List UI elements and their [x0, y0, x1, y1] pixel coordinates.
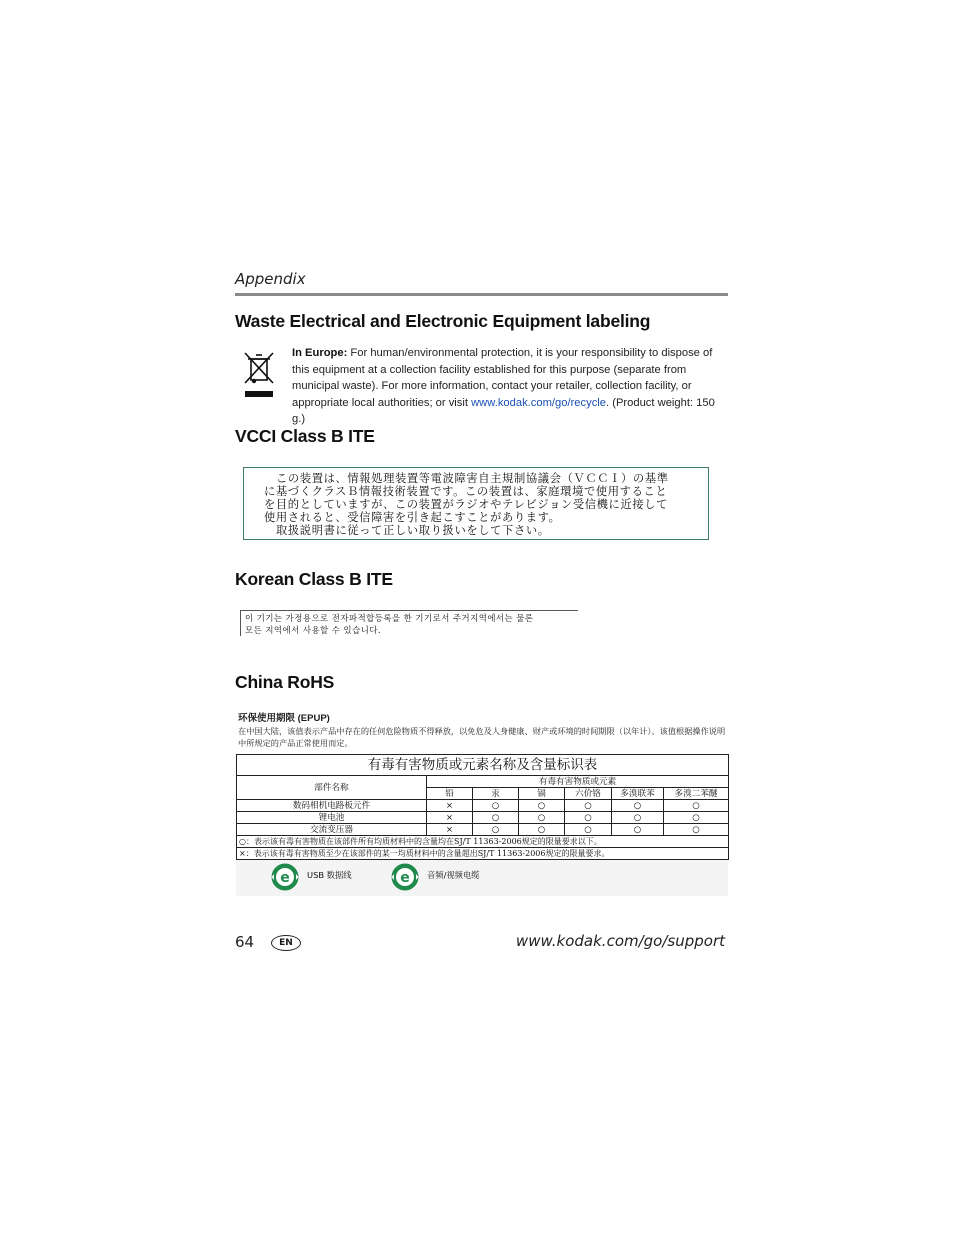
mark-cell: ○ — [565, 824, 612, 836]
mark-cell: ○ — [473, 824, 519, 836]
language-badge: EN — [271, 935, 301, 951]
environment-friendly-use-period-e-icon — [270, 862, 300, 892]
substance-header: 六价铬 — [565, 788, 612, 800]
weee-text-before-link: For human/environmental protection, it is your responsibility to dispose of this equipment at a collection facility established for this purpose (separate from municipal waste). For more information, contact your retailer, collection facility, or appropriate local authorities; or visit — [292, 347, 713, 409]
mark-cell: ○ — [519, 824, 565, 836]
weee-heading: Waste Electrical and Electronic Equipment labeling — [235, 311, 651, 331]
weee-lead: In Europe: — [292, 347, 348, 359]
mark-cell: ○ — [664, 800, 729, 812]
substance-header: 多溴联苯 — [612, 788, 664, 800]
mark-cell: ○ — [612, 812, 664, 824]
korean-line: 이 기기는 가정용으로 전자파적합등록을 한 기기로서 주거지역에서는 물론 — [245, 613, 534, 623]
part-name-cell: 锂电池 — [237, 812, 427, 824]
china-rohs-heading: China RoHS — [235, 672, 335, 692]
epup-title: 环保使用期限 (EPUP) — [238, 713, 330, 724]
korean-line: 모든 지역에서 사용할 수 있습니다. — [245, 625, 382, 635]
mark-cell: ○ — [565, 800, 612, 812]
vcci-line: 取扱説明書に従って正しい取り扱いをして下さい。 — [276, 524, 550, 537]
substance-header: 铅 — [427, 788, 473, 800]
running-head: Appendix — [235, 270, 306, 288]
table-note: ○：表示该有毒有害物质在该部件所有均质材料中的含量均在SJ/T 11363-2006规定的限量要求以下。 — [237, 836, 729, 848]
substance-group-header: 有毒有害物质或元素 — [427, 776, 729, 788]
mark-cell: ○ — [519, 812, 565, 824]
vcci-line: 使用されると、受信障害を引き起こすことがあります。 — [264, 511, 561, 524]
table-note: ×：表示该有毒有害物质至少在该部件的某一均质材料中的含量超出SJ/T 11363-2006规定的限量要求。 — [237, 848, 729, 860]
vcci-heading: VCCI Class B ITE — [235, 426, 375, 446]
mark-cell: ○ — [473, 800, 519, 812]
vcci-line: この装置は、情報処理装置等電波障害自主規制協議会（ＶＣＣＩ）の基準 — [276, 472, 669, 485]
vcci-line: に基づくクラスＢ情報技術装置です。この装置は、家庭環境で使用すること — [264, 485, 668, 498]
crossed-out-wheelie-bin-icon — [242, 350, 276, 398]
support-url[interactable]: www.kodak.com/go/support — [515, 932, 725, 950]
eco-label-text: 音频/视频电缆 — [427, 870, 480, 880]
svg-text:e: e — [280, 870, 290, 886]
korean-notice-box — [240, 610, 578, 636]
svg-text:e: e — [400, 870, 410, 886]
vcci-line: を目的としていますが、この装置がラジオやテレビジョン受信機に近接して — [264, 498, 669, 511]
mark-cell: ○ — [519, 800, 565, 812]
mark-cell: ○ — [664, 824, 729, 836]
epup-description: 在中国大陆，该值表示产品中存在的任何危险物质不得释放，以免危及人身健康、财产或环境的时间期限（以年计）。该值根据操作说明中所规定的产品正常使用而定。 — [238, 726, 726, 748]
header-rule — [235, 293, 728, 296]
substance-header: 镉 — [519, 788, 565, 800]
mark-cell: × — [427, 800, 473, 812]
environment-friendly-use-period-e-icon — [390, 862, 420, 892]
table-row — [237, 824, 729, 836]
mark-cell: ○ — [612, 824, 664, 836]
mark-cell: ○ — [612, 800, 664, 812]
vcci-notice-box — [243, 467, 709, 540]
rohs-substance-table — [236, 754, 729, 860]
korean-heading: Korean Class B ITE — [235, 569, 393, 589]
mark-cell: ○ — [473, 812, 519, 824]
weee-text-after-link: . (Product weight: 150 g.) — [292, 396, 715, 426]
mark-cell: ○ — [664, 812, 729, 824]
table-row — [237, 812, 729, 824]
recycle-link[interactable]: www.kodak.com/go/recycle — [471, 396, 607, 409]
mark-cell: ○ — [565, 812, 612, 824]
eco-label-text: USB 数据线 — [307, 870, 352, 880]
substance-header: 多溴二苯醚 — [664, 788, 729, 800]
part-name-cell: 交流变压器 — [237, 824, 427, 836]
weee-paragraph — [292, 345, 728, 428]
part-name-header: 部件名称 — [237, 776, 427, 800]
mark-cell: × — [427, 824, 473, 836]
mark-cell: × — [427, 812, 473, 824]
part-name-cell: 数码相机电路板元件 — [237, 800, 427, 812]
table-title: 有毒有害物质或元素名称及含量标识表 — [237, 755, 729, 776]
page-number: 64 — [235, 933, 255, 951]
substance-header: 汞 — [473, 788, 519, 800]
table-row — [237, 800, 729, 812]
